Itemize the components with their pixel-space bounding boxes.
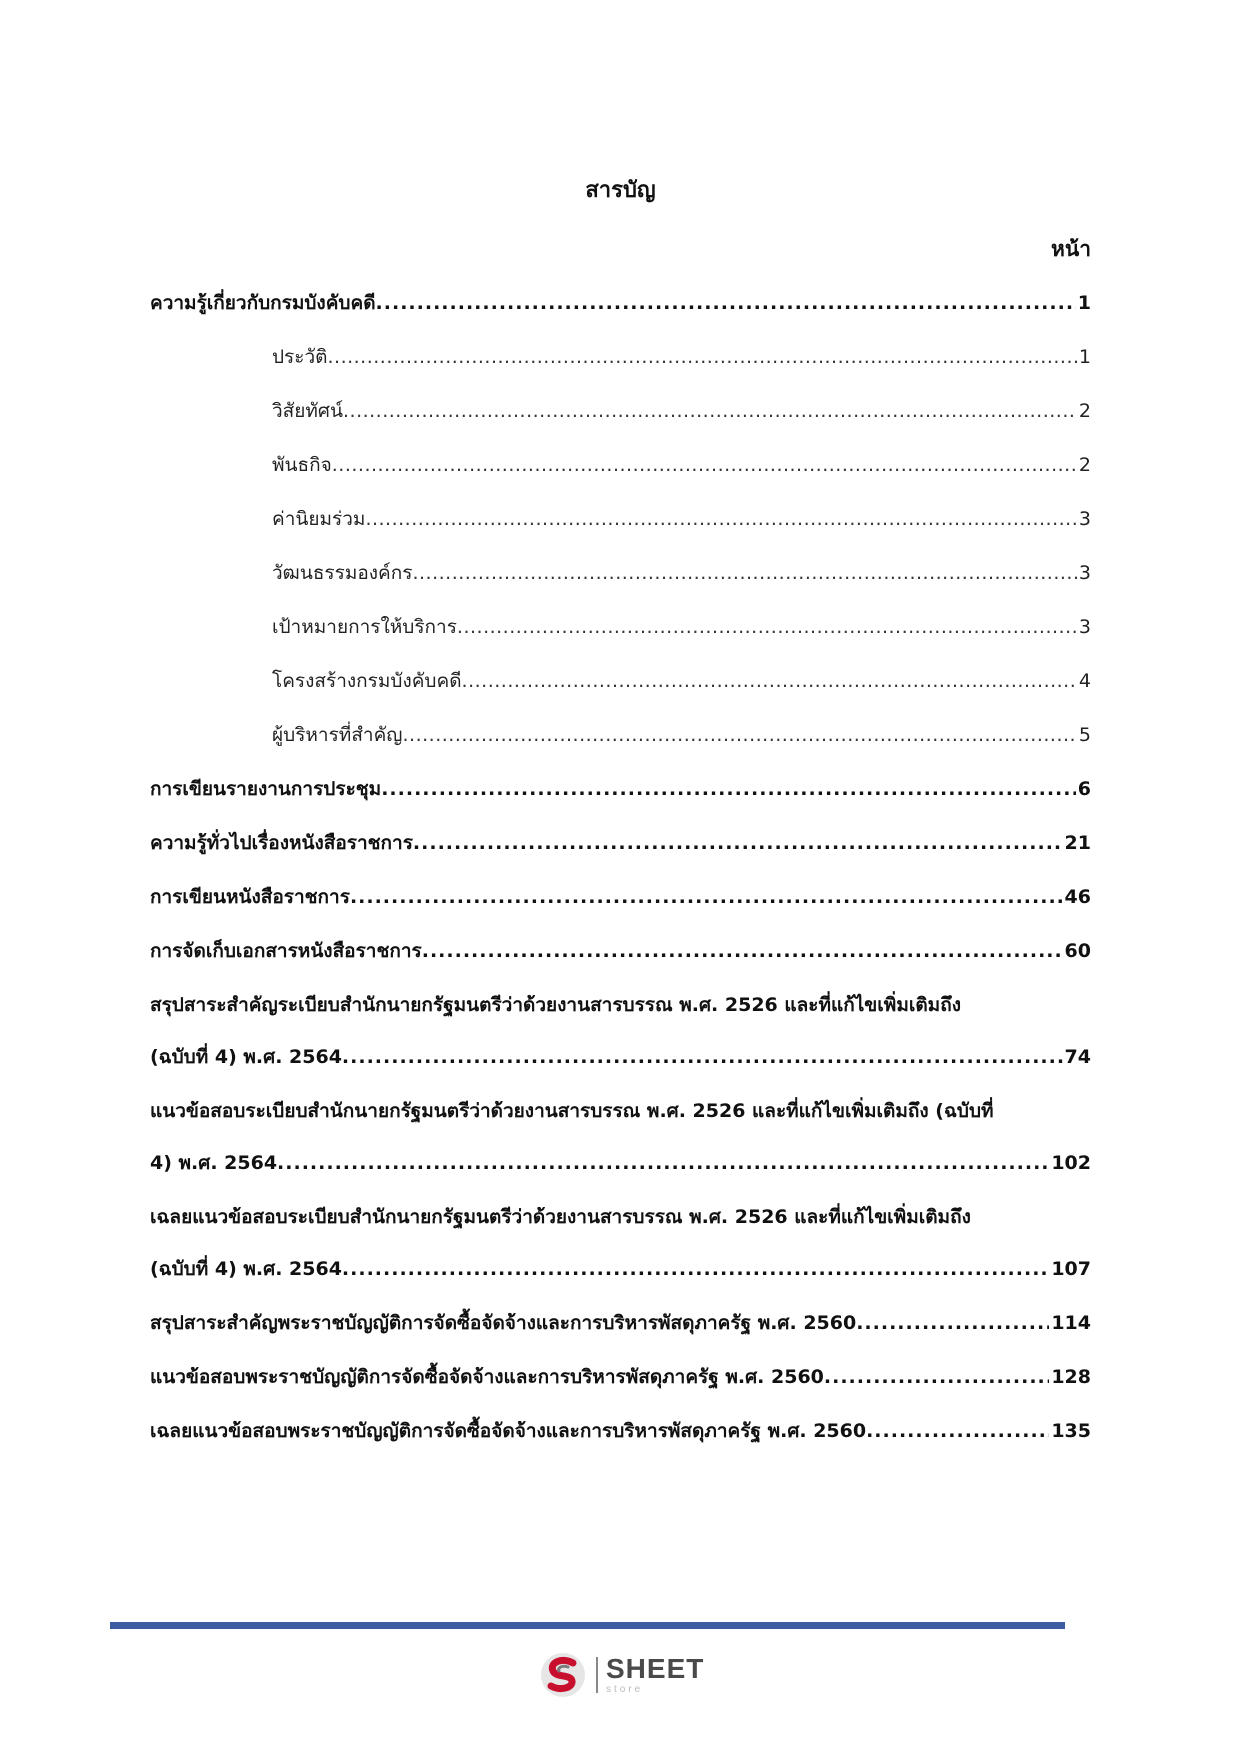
- dot-leader: [343, 394, 1077, 428]
- toc-entry: [150, 880, 1091, 914]
- toc-entry-title: การจัดเก็บเอกสารหนังสือราชการ: [150, 940, 422, 962]
- toc-entry-page: 2: [1078, 454, 1091, 476]
- dot-leader: [277, 1146, 1049, 1180]
- toc-entry-page: 46: [1064, 886, 1091, 908]
- toc-entry: [150, 1200, 1091, 1286]
- dot-leader: [342, 1040, 1063, 1074]
- toc-entry: [150, 394, 1091, 428]
- logo-subtitle: store: [606, 1684, 644, 1695]
- toc-entry-title: โครงสร้างกรมบังคับคดี: [272, 670, 462, 692]
- toc-entry-title-line1: เฉลยแนวข้อสอบระเบียบสำนักนายกรัฐมนตรีว่าด้วยงานสารบรรณ พ.ศ. 2526 และที่แก้ไขเพิ่มเติมถึง: [150, 1206, 971, 1228]
- footer-rule: [110, 1622, 1065, 1629]
- dot-leader: [462, 664, 1077, 698]
- dot-leader: [866, 1414, 1049, 1448]
- toc-entry: [150, 1414, 1091, 1448]
- toc-entry-title: วิสัยทัศน์: [272, 400, 343, 422]
- dot-leader: [412, 556, 1076, 590]
- dot-leader: [376, 286, 1076, 320]
- toc-entry-title: ค่านิยมร่วม: [272, 508, 366, 530]
- toc-entry-page: 60: [1064, 940, 1091, 962]
- toc-entry: [150, 664, 1091, 698]
- toc-entry-page: 135: [1051, 1420, 1091, 1442]
- dot-leader: [413, 826, 1063, 860]
- toc-entry-title: สรุปสาระสำคัญพระราชบัญญัติการจัดซื้อจัดจ้างและการบริหารพัสดุภาครัฐ พ.ศ. 2560: [150, 1312, 857, 1334]
- toc-entry-page: 3: [1078, 616, 1091, 638]
- toc-entry-title: พันธกิจ: [272, 454, 332, 476]
- toc-entry-page: 5: [1078, 724, 1091, 746]
- dot-leader: [342, 1252, 1049, 1286]
- toc-entry: [150, 1306, 1091, 1340]
- toc-entry: [150, 988, 1091, 1074]
- toc-entry-title: แนวข้อสอบพระราชบัญญัติการจัดซื้อจัดจ้างและการบริหารพัสดุภาครัฐ พ.ศ. 2560: [150, 1366, 824, 1388]
- toc-entry-title: (ฉบับที่ 4) พ.ศ. 2564: [150, 1258, 342, 1280]
- dot-leader: [422, 934, 1063, 968]
- toc-entry: [150, 1094, 1091, 1180]
- dot-leader: [365, 502, 1076, 536]
- toc-entry-title: 4) พ.ศ. 2564: [150, 1152, 278, 1174]
- logo-title: SHEET: [606, 1653, 705, 1684]
- toc-entry: [150, 826, 1091, 860]
- toc-entry-page: 114: [1051, 1312, 1091, 1334]
- sheet-store-logo-icon: [538, 1650, 588, 1700]
- toc-entry-title: เฉลยแนวข้อสอบพระราชบัญญัติการจัดซื้อจัดจ้างและการบริหารพัสดุภาครัฐ พ.ศ. 2560: [150, 1420, 867, 1442]
- toc-entry: [150, 502, 1091, 536]
- table-of-contents: [150, 286, 1091, 1448]
- toc-entry: [150, 556, 1091, 590]
- toc-entry-page: 1: [1078, 346, 1091, 368]
- toc-entry-title: ความรู้เกี่ยวกับกรมบังคับคดี: [150, 292, 376, 314]
- toc-entry-page: 107: [1051, 1258, 1091, 1280]
- toc-entry-title: วัฒนธรรมองค์กร: [272, 562, 413, 584]
- toc-entry-title: เป้าหมายการให้บริการ: [272, 616, 457, 638]
- dot-leader: [327, 340, 1076, 374]
- toc-entry-page: 21: [1064, 832, 1091, 854]
- toc-entry: [150, 772, 1091, 806]
- page-title: สารบัญ: [585, 178, 656, 203]
- toc-entry-title: ประวัติ: [272, 346, 328, 368]
- toc-entry: [150, 1360, 1091, 1394]
- dot-leader: [332, 448, 1077, 482]
- toc-entry: [150, 448, 1091, 482]
- toc-entry: [150, 934, 1091, 968]
- toc-entry-page: 4: [1078, 670, 1091, 692]
- toc-entry-title: การเขียนหนังสือราชการ: [150, 886, 350, 908]
- toc-entry-page: 3: [1078, 508, 1091, 530]
- toc-entry-title-line1: สรุปสาระสำคัญระเบียบสำนักนายกรัฐมนตรีว่าด้วยงานสารบรรณ พ.ศ. 2526 และที่แก้ไขเพิ่มเติมถึง: [150, 994, 961, 1016]
- toc-entry: [150, 286, 1091, 320]
- toc-entry-title: ผู้บริหารที่สำคัญ: [272, 724, 403, 746]
- toc-entry-page: 2: [1078, 400, 1091, 422]
- dot-leader: [856, 1306, 1049, 1340]
- toc-entry-title: ความรู้ทั่วไปเรื่องหนังสือราชการ: [150, 832, 413, 854]
- toc-entry-title-line1: แนวข้อสอบระเบียบสำนักนายกรัฐมนตรีว่าด้วยงานสารบรรณ พ.ศ. 2526 และที่แก้ไขเพิ่มเติมถึง (ฉบับที่: [150, 1100, 994, 1122]
- page-column-header: หน้า: [1051, 237, 1091, 261]
- toc-entry-page: 3: [1078, 562, 1091, 584]
- toc-entry-page: 1: [1077, 292, 1091, 314]
- toc-entry-title: การเขียนรายงานการประชุม: [150, 778, 382, 800]
- toc-entry-page: 102: [1051, 1152, 1091, 1174]
- dot-leader: [350, 880, 1063, 914]
- sheet-store-logo: [538, 1650, 704, 1700]
- toc-entry-page: 6: [1077, 778, 1091, 800]
- logo-wordmark: [606, 1655, 704, 1695]
- toc-entry-page: 128: [1051, 1366, 1091, 1388]
- dot-leader: [457, 610, 1077, 644]
- toc-entry: [150, 610, 1091, 644]
- toc-entry: [150, 340, 1091, 374]
- toc-entry-page: 74: [1064, 1046, 1091, 1068]
- dot-leader: [381, 772, 1076, 806]
- toc-entry-title: (ฉบับที่ 4) พ.ศ. 2564: [150, 1046, 342, 1068]
- dot-leader: [403, 718, 1077, 752]
- dot-leader: [824, 1360, 1049, 1394]
- logo-divider: [596, 1657, 598, 1693]
- toc-entry: [150, 718, 1091, 752]
